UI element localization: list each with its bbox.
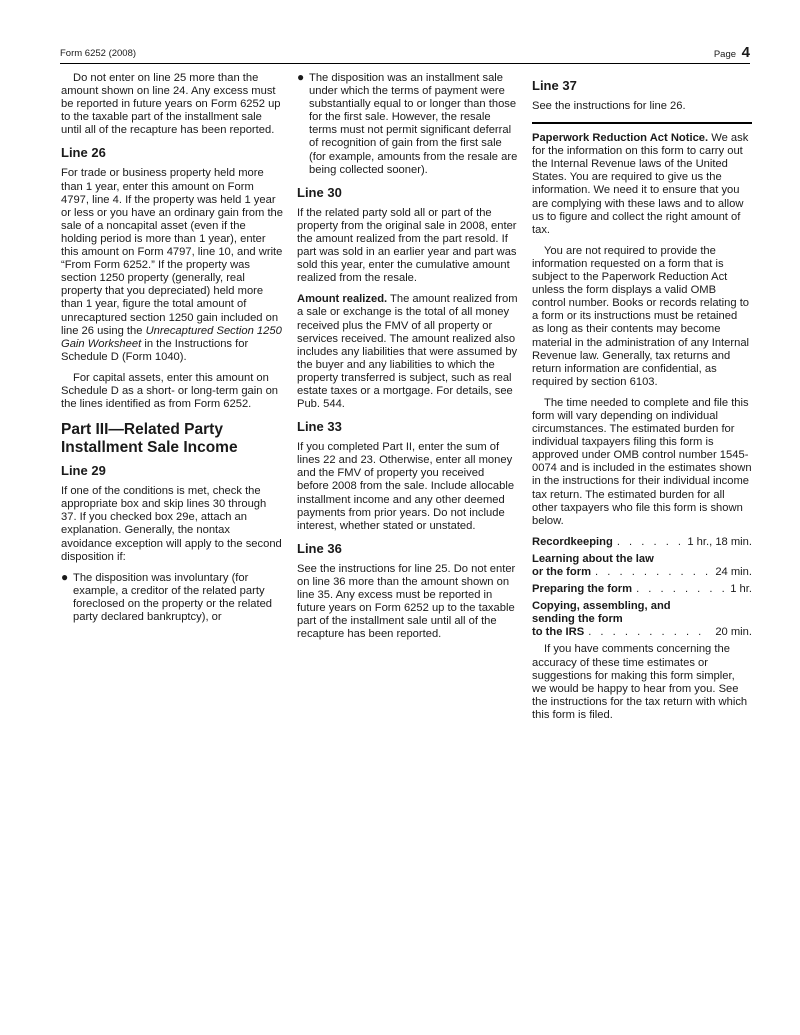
burden-label: Recordkeeping <box>532 535 613 548</box>
paperwork-notice-label: Paperwork Reduction Act Notice. <box>532 132 709 145</box>
burden-value: 1 hr., 18 min. <box>687 535 752 548</box>
heading-line-36: Line 36 <box>297 540 342 556</box>
leader-dots <box>588 626 711 639</box>
burden-label: to the IRS <box>532 626 585 639</box>
section-divider <box>532 122 752 124</box>
bullet-icon: ● <box>297 70 305 84</box>
burden-row <box>532 600 752 639</box>
burden-row <box>532 583 752 596</box>
page-number-block <box>714 44 750 61</box>
burden-label-line: sending the form <box>532 613 623 626</box>
amount-realized-paragraph: Amount realized. The amount realized from a sale or exchange is the total of all money received plus the FMV of all property or services received. The amount realized also includes any liabilities that were assumed by the buyer and any liabilities to which the property transferred is subject, such as real estate taxes or a mortgage. For details, see Pub. 544. <box>297 293 518 411</box>
line25-note: Do not enter on line 25 more than the amount shown on line 24. Any excess must be reported in future years on Form 6252 up to the taxable part of the installment sale until all of the recapture has been reported. <box>61 72 281 137</box>
line33-paragraph: If you completed Part II, enter the sum of lines 22 and 23. Otherwise, enter all money and the FMV of property you received before 2008 from the sale. Include allocable installment income and any other deemed payments from prior years. Do not include interest, whether stated or unstated. <box>297 441 515 532</box>
line29-paragraph: If one of the conditions is met, check the appropriate box and skip lines 30 through 37. If you checked box 29e, attach an explanation. Generally, the nontax avoidance exception will apply to the second disposition if: <box>61 485 282 563</box>
heading-part-3: Part III—Related Party Installment Sale Income <box>61 421 238 457</box>
omb-paragraph: You are not required to provide the information requested on a form that is subject to the Paperwork Reduction Act unless the form displays a valid OMB control number. Books or records relating to a form or its instructions must be retained as long as their contents may become material in the administration of any Internal Revenue law. Generally, tax returns and return information are confidential, as required by section 6103. <box>532 244 750 388</box>
leader-dots <box>595 566 711 579</box>
burden-label: or the form <box>532 566 592 578</box>
line36-paragraph: See the instructions for line 25. Do not enter on line 36 more than the amount shown on line 35. Any excess must be reported in future years on Form 6252 up to the taxable part of the installment sale until all of the recapture has been reported. <box>297 562 516 641</box>
burden-value: 24 min. <box>715 566 752 578</box>
bullet-icon: ● <box>61 569 69 584</box>
leader-dots <box>636 583 726 596</box>
line26-paragraph: For trade or business property held more than 1 year, enter this amount on Form 4797, line 4. If the property was held 1 year or less or you have an ordinary gain from the sale of a noncapital asset (even if the holding period is more than 1 year), enter this amount on Form 4797, line 10, and write “From Form 6252.” If the property was section 1250 property (generally, real property that you depreciated) held more than 1 year, figure the total amount of unrecaptured section 1250 gain included on line 26 using the Unrecaptured Section 1250 Gain Worksheet in the Instructions for Schedule D (Form 1040). <box>61 167 284 363</box>
time-needed-paragraph: The time needed to complete and file this form will vary depending on individual circumstances. The estimated burden for individual taxpayers filing this form is approved under OMB control number 1545-0074 and is included in the estimates shown in the instructions for their individual income tax return. The estimated burden for all other taxpayers who file this form is shown below. <box>532 396 752 527</box>
line37-paragraph: See the instructions for line 26. <box>532 100 686 112</box>
worksheet-title: Unrecaptured Section 1250 Gain Worksheet <box>61 324 282 350</box>
heading-line-30: Line 30 <box>297 184 342 200</box>
column-2 <box>297 72 518 649</box>
page-header <box>60 44 750 64</box>
comments-paragraph: If you have comments concerning the accuracy of these time estimates or suggestions for making this form simpler, we would be happy to hear from you. See the instructions for the tax return with which this form is filed. <box>532 643 748 721</box>
burden-value: 20 min. <box>715 626 752 639</box>
heading-line-29: Line 29 <box>61 463 106 479</box>
burden-value: 1 hr. <box>730 583 752 596</box>
burden-row <box>532 536 752 549</box>
heading-line-33: Line 33 <box>297 419 342 435</box>
burden-row <box>532 553 752 579</box>
capital-assets-paragraph: For capital assets, enter this amount on Schedule D as a short- or long-term gain on the lines identified as from Form 6252. <box>61 371 279 411</box>
burden-label-line: Learning about the law <box>532 552 654 565</box>
column-3 <box>532 72 752 730</box>
burden-table <box>532 536 752 640</box>
heading-line-26: Line 26 <box>61 145 106 161</box>
column-1 <box>61 72 283 632</box>
paperwork-notice-paragraph: Paperwork Reduction Act Notice. We ask for the information on this form to carry out the Internal Revenue laws of the United States. You are required to give us the information. We need it to ensure that you are complying with these laws and to allow us to figure and collect the right amount of tax. <box>532 132 749 236</box>
page-label: Page <box>713 49 737 60</box>
burden-label: Preparing the form <box>532 583 633 596</box>
heading-line-37: Line 37 <box>532 78 577 93</box>
page-number: 4 <box>741 44 750 61</box>
burden-label-line: Copying, assembling, and <box>532 600 671 613</box>
amount-realized-label: Amount realized. <box>297 293 388 306</box>
leader-dots <box>617 536 684 549</box>
bullet-item: ● The disposition was involuntary (for example, a creditor of the related party foreclosed on the property or the related party declared bankruptcy), or <box>61 569 273 623</box>
form-id: Form 6252 (2008) <box>60 48 137 59</box>
bullet-item: ● The disposition was an installment sale under which the terms of payment were substantially equal to or longer than those for the first sale. However, the resale terms must not permit significant deferral of recognition of gain from the first sale (for example, amounts from the resale are being collected sooner). <box>297 70 518 176</box>
line30-paragraph: If the related party sold all or part of the property from the original sale in 2008, enter the amount realized from the part resold. If part was sold in an earlier year and part was sold this year, enter the cumulative amount realized from the resale. <box>297 206 517 285</box>
